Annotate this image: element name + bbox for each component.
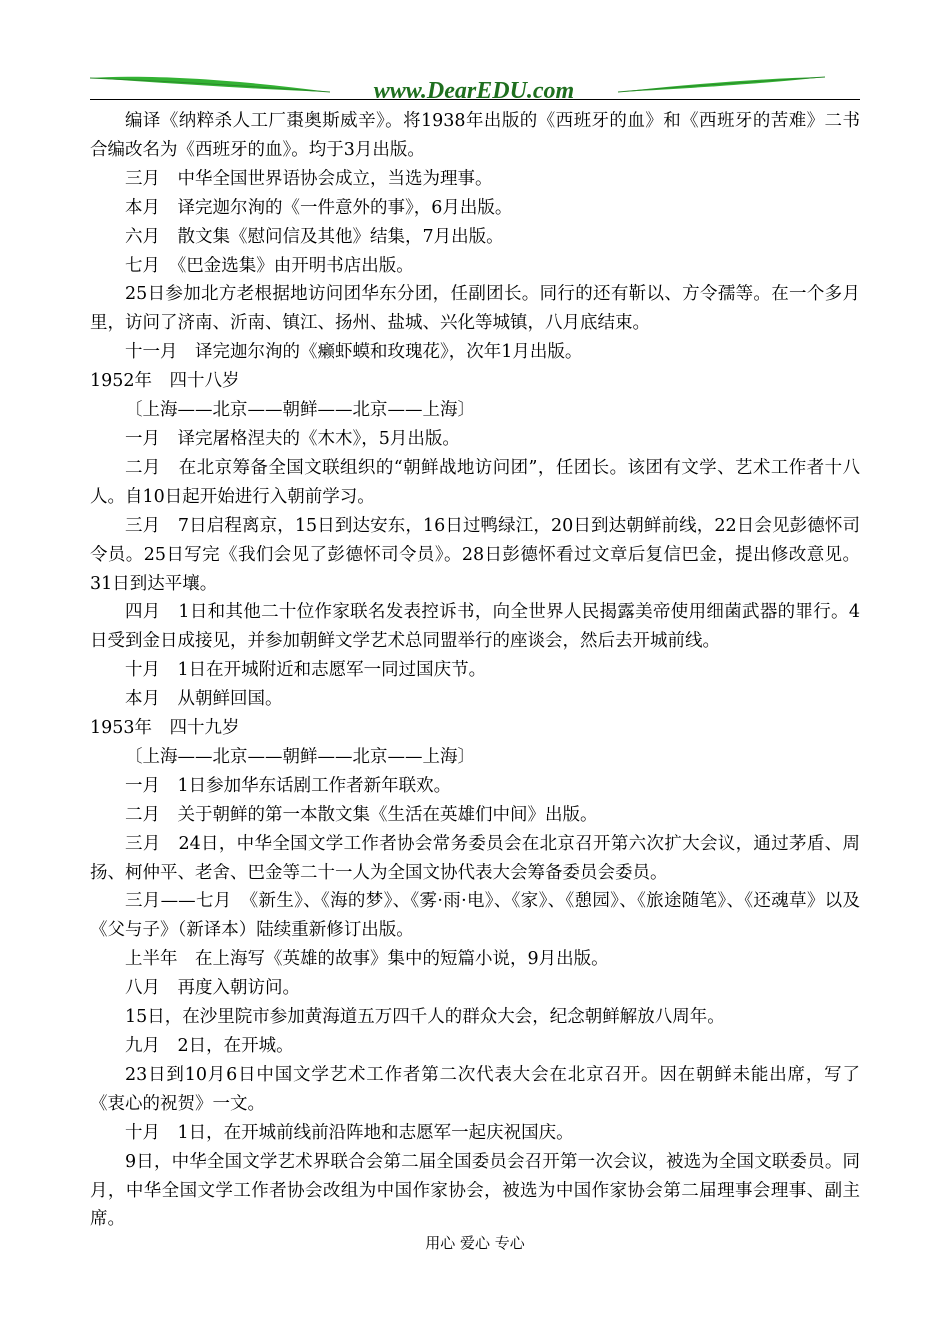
paragraph: 十月 1日在开城附近和志愿军一同过国庆节。 — [125, 660, 487, 681]
paragraph: 25日参加北方老根据地访问团华东分团，任副团长。同行的还有靳以、方令孺等。在一个多月里，访问了济南、沂南、镇江、扬州、盐城、兴化等城镇，八月底结束。 — [90, 284, 860, 334]
paragraph: 三月 中华全国世界语协会成立，当选为理事。 — [125, 168, 493, 189]
paragraph: 八月 再度入朝访问。 — [125, 978, 300, 999]
paragraph: 四月 1日和其他二十位作家联名发表控诉书，向全世界人民揭露美帝使用细菌武器的罪行。4日受到金日成接见，并参加朝鲜文学艺术总同盟举行的座谈会，然后去开城前线。 — [90, 602, 860, 652]
paragraph: 三月 7日启程离京，15日到达安东，16日过鸭绿江，20日到达朝鲜前线，22日会见彭德怀司令员。25日写完《我们会见了彭德怀司令员》。28日彭德怀看过文章后复信巴金，提出修改意见。31日到达平壤。 — [90, 515, 860, 594]
paragraph: 编译《纳粹杀人工厂棗奥斯威辛》。将1938年出版的《西班牙的血》和《西班牙的苦难》二书合编改名为《西班牙的血》。均于3月出版。 — [90, 111, 860, 160]
paragraph: 本月 从朝鲜回国。 — [125, 689, 283, 710]
site-logo-text: www.DearEDU.com — [373, 78, 575, 104]
paragraph: 九月 2日，在开城。 — [125, 1036, 294, 1056]
paragraph: 上半年 在上海写《英雄的故事》集中的短篇小说，9月出版。 — [125, 949, 609, 970]
paragraph: 23日到10月6日中国文学艺术工作者第二次代表大会在北京召开。因在朝鲜未能出席，写了《衷心的祝贺》一文。 — [90, 1064, 860, 1114]
document-body — [90, 107, 860, 1234]
paragraph: 二月 关于朝鲜的第一本散文集《生活在英雄们中间》出版。 — [125, 804, 598, 825]
header-rule — [90, 99, 860, 100]
paragraph: 十月 1日，在开城前线前沿阵地和志愿军一起庆祝国庆。 — [125, 1122, 574, 1143]
paragraph: 二月 在北京筹备全国文联组织的“朝鲜战地访问团”，任团长。该团有文学、艺术工作者十八人。自10日起开始进行入朝前学习。 — [90, 457, 860, 507]
paragraph: 三月——七月 《新生》、《海的梦》、《雾·雨·电》、《家》、《憩园》、《旅途随笔》、《还魂草》以及《父与子》（新译本）陆续重新修订出版。 — [90, 891, 860, 941]
paragraph: 七月 《巴金选集》由开明书店出版。 — [125, 255, 414, 276]
paragraph: 9日，中华全国文学艺术界联合会第二届全国委员会召开第一次会议，被选为全国文联委员。同月，中华全国文学工作者协会改组为中国作家协会，被选为中国作家协会第二届理事会理事、副主席。 — [90, 1151, 860, 1230]
page-footer: 用心 爱心 专心 — [425, 1234, 525, 1252]
year-heading: 1952年 四十八岁 — [90, 371, 240, 392]
paragraph: 十一月 译完迦尔洵的《癞虾蟆和玫瑰花》，次年1月出版。 — [125, 342, 583, 363]
paragraph: 六月 散文集《慰问信及其他》结集，7月出版。 — [125, 226, 504, 247]
year-heading: 1953年 四十九岁 — [90, 718, 240, 739]
paragraph: 一月 1日参加华东话剧工作者新年联欢。 — [125, 775, 452, 796]
paragraph: 〔上海——北京——朝鲜——北京——上海〕 — [125, 400, 475, 421]
paragraph: 一月 译完屠格涅夫的《木木》，5月出版。 — [125, 428, 460, 449]
paragraph: 本月 译完迦尔洵的《一件意外的事》，6月出版。 — [125, 197, 513, 218]
paragraph: 15日，在沙里院市参加黄海道五万四千人的群众大会，纪念朝鲜解放八周年。 — [125, 1007, 725, 1028]
paragraph: 〔上海——北京——朝鲜——北京——上海〕 — [125, 746, 475, 767]
paragraph: 三月 24日，中华全国文学工作者协会常务委员会在北京召开第六次扩大会议，通过茅盾、周扬、柯仲平、老舍、巴金等二十一人为全国文协代表大会筹备委员会委员。 — [90, 833, 860, 883]
